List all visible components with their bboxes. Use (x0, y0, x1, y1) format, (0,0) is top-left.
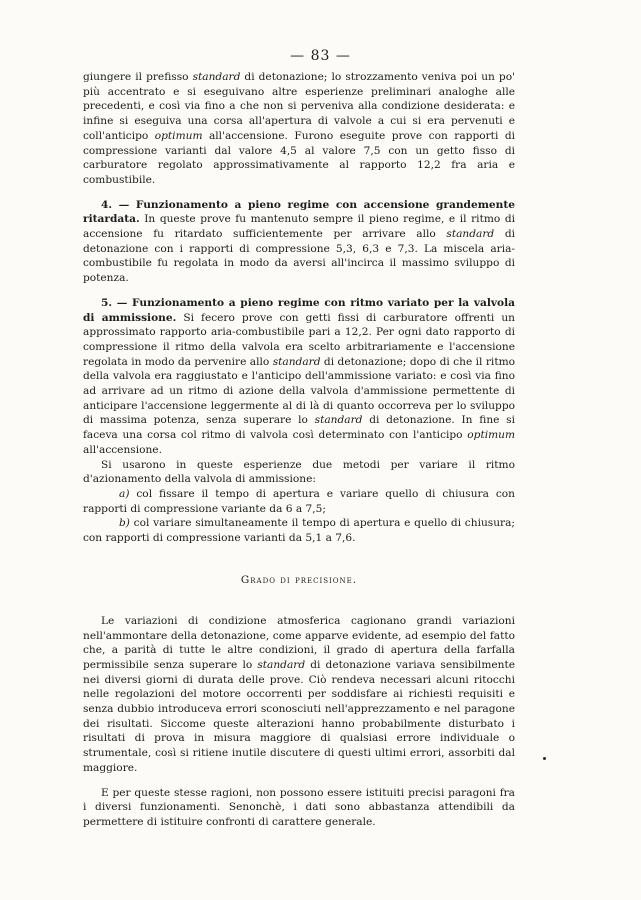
text-run: di detonazione. In fine si faceva una corsa col ritmo di valvola così determinato con l'anticipo (83, 414, 515, 442)
italic-term: standard (192, 71, 241, 83)
list-item-a (83, 487, 515, 516)
italic-term: standard (272, 355, 321, 368)
italic-term: optimum (154, 129, 203, 142)
text-run: all'accensione. (83, 443, 162, 456)
italic-term: standard (446, 228, 495, 241)
text-run: di detonazione; dopo di che il ritmo della valvola era raggiustato e l'anticipo dell'ammissione variato: e così via fino ad arrivare ad un ritmo di azione della valvola d'ammissione permettente di anticipare l'accensione leggermente al di là di quanto occorreva per lo sviluppo di massima potenza, senza superare lo (83, 355, 516, 427)
text-run: In queste prove fu mantenuto sempre il pieno regime, e il ritmo di accensione fu ritardato sufficientemente per arrivare allo (83, 213, 515, 241)
page-number: — 83 — (290, 48, 351, 64)
paragraph-continuation (83, 70, 515, 188)
text-run: di detonazione; lo strozzamento veniva poi un po' più accentrato e si eseguivano altre esperienze preliminari analoghe alle precedenti, e così via fino a che non si perveniva alla condizione desiderata: e infine si eseguiva una corsa all'apertura di valvole a cui si era pervenuti e coll'anticipo (83, 71, 515, 142)
text-run: Le variazioni di condizione atmosferica cagionano grandi variazioni nell'ammontare della detonazione, come apparve evidente, ad esempio del fatto che, a parità di tutte le altre condizioni, il grado di apertura della farfalla permissibile senza superare lo (83, 614, 515, 671)
ink-speck (543, 757, 546, 760)
list-item-b (83, 516, 515, 545)
paragraph-methods-intro: Si usarono in queste esperienze due metodi per variare il ritmo d'azionamento della valvola di ammissione: (83, 458, 515, 486)
section-5-title: 5. — Funzionamento a pieno regime con ritmo variato per la valvola di ammissione. (83, 296, 515, 324)
text-run: col variare simultaneamente il tempo di apertura e quello di chiusura; con rapporti di compressione varianti da 5,1 a 7,6. (83, 517, 515, 545)
text-run: col fissare il tempo di apertura e variare quello di chiusura con rapporti di compressione variante da 6 a 7,5; (83, 487, 515, 515)
section-4-title: 4. — Funzionamento a pieno regime con accensione grandemente ritardata. (83, 198, 515, 226)
list-label-a: a) (119, 487, 130, 500)
italic-term: optimum (467, 429, 515, 442)
paragraph-section-4 (83, 198, 515, 286)
list-label-b: b) (119, 517, 130, 530)
body-text (83, 70, 515, 830)
section-heading: Grado di precisione. (240, 573, 358, 586)
text-run: Si fecero prove con getti fissi di carburatore offrenti un approssimato rapporto aria-combustibile pari a 12,2. Per ogni dato rapporto di compressione il ritmo della valvola era scelto arbitrariamente e l'accensione regolata in modo da pervenire allo (83, 311, 515, 368)
text-run: di detonazione variava sensibilmente nei diversi giorni di durata delle prove. Ciò rendeva necessari alcuni ritocchi nelle regolazioni del motore occorrenti per soddisfare ai richiesti requisiti e senza dubbio introduceva errori sconosciuti nell'apprezzamento e nel paragone dei risultati. Siccome queste alterazioni hanno probabilmente disturbato i risultati di prova in misura maggiore di qualsiasi errore individuale o strumentale, così si ritiene inutile discutere di questi ultimi errori, assorbiti dal maggiore. (83, 658, 515, 774)
text-run: di detonazione con i rapporti di compressione 5,3, 6,3 e 7,3. La miscela aria-combustibile fu regolata in modo da aversi all'incirca il massimo sviluppo di potenza. (83, 228, 515, 285)
paragraph-section-5 (83, 296, 515, 458)
paragraph-conclusion: E per queste stesse ragioni, non possono essere istituiti precisi paragoni fra i diversi funzionamenti. Senonchè, i dati sono abbastanza attendibili da permettere di istituire confronti di carattere generale. (83, 786, 515, 828)
text-run: giungere il prefisso (83, 71, 193, 83)
paragraph-precision (83, 614, 515, 776)
italic-term: standard (314, 414, 363, 427)
italic-term: standard (257, 658, 306, 671)
text-run: all'accensione. Furono eseguite prove con rapporti di compressione varianti dal valore 4,5 al valore 7,5 con un getto fisso di carburatore regolato approssimativamente al rapporto 12,2 fra aria e combustibile. (83, 129, 515, 186)
